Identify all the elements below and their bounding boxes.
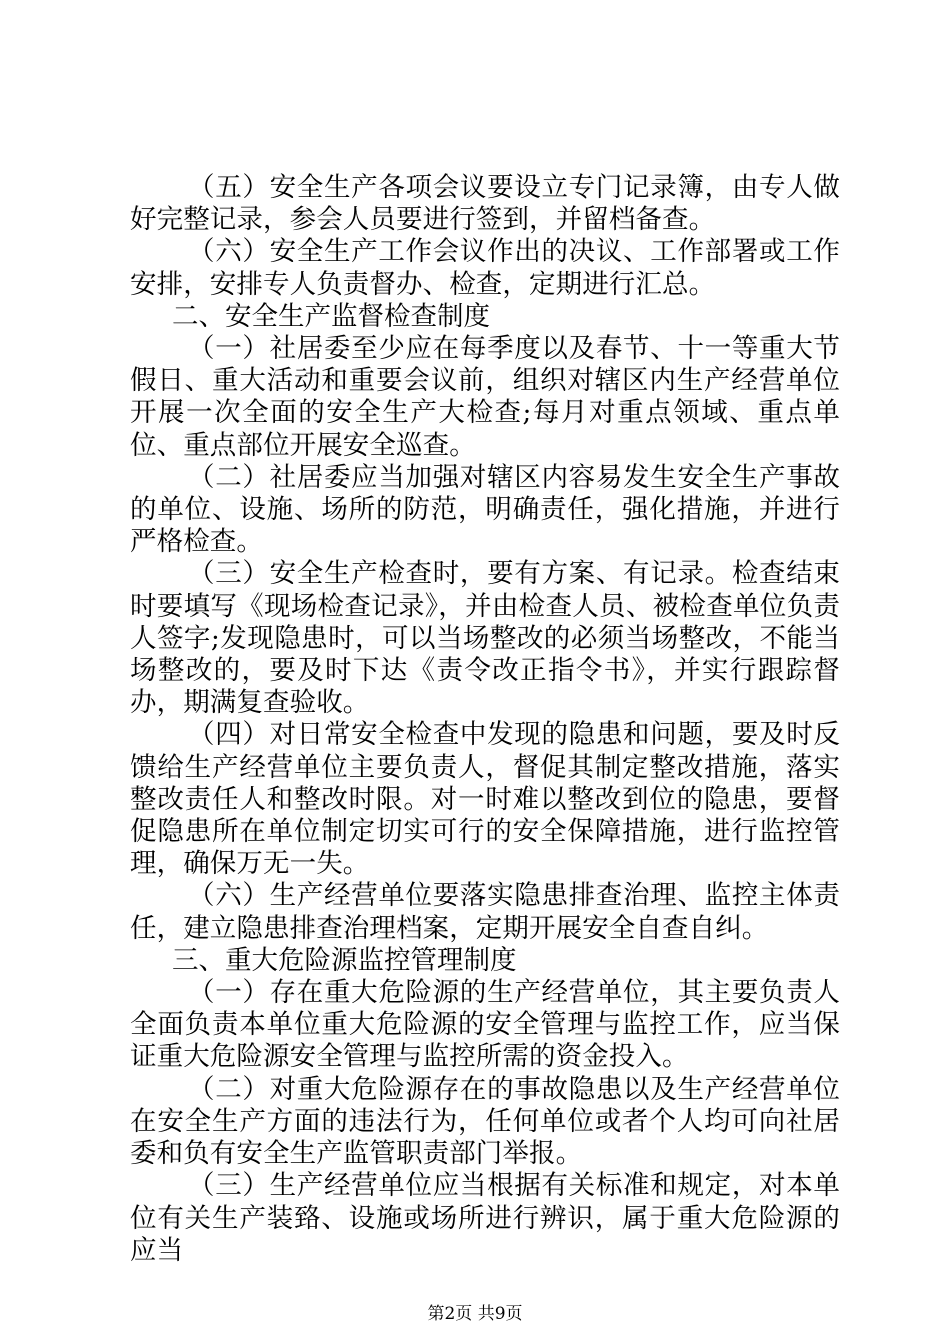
paragraph-three-identification: （三）生产经营单位应当根据有关标准和规定，对本单位有关生产装臵、设施或场所进行辨识，属于重大危险源的应当: [130, 1170, 840, 1266]
page-footer: [0, 1304, 950, 1324]
paragraph-one-inspection: （一）社居委至少应在每季度以及春节、十一等重大节假日、重大活动和重要会议前，组织对辖区内生产经营单位开展一次全面的安全生产大检查;每月对重点领域、重点单位、重点部位开展安全巡查。: [130, 333, 840, 461]
paragraph-six-hazard-responsibility: （六）生产经营单位要落实隐患排查治理、监控主体责任，建立隐患排查治理档案，定期开展安全自查自纠。: [130, 880, 840, 944]
paragraph-two-prevention: （二）社居委应当加强对辖区内容易发生安全生产事故的单位、设施、场所的防范，明确责任，强化措施，并进行严格检查。: [130, 461, 840, 558]
paragraph-two-reporting: （二）对重大危险源存在的事故隐患以及生产经营单位在安全生产方面的违法行为，任何单位或者个人均可向社居委和负有安全生产监管职责部门举报。: [130, 1073, 840, 1170]
section-heading-supervision: 二、安全生产监督检查制度: [172, 300, 490, 332]
document-body: [130, 172, 840, 1267]
paragraph-one-major-hazard-owner: （一）存在重大危险源的生产经营单位，其主要负责人全面负责本单位重大危险源的安全管理与监控工作，应当保证重大危险源安全管理与监控所需的资金投入。: [130, 977, 840, 1073]
paragraph-five-meeting-records: （五）安全生产各项会议要设立专门记录簿，由专人做好完整记录，参会人员要进行签到，并留档备查。: [130, 172, 840, 236]
paragraph-four-hazard-feedback: （四）对日常安全检查中发现的隐患和问题，要及时反馈给生产经营单位主要负责人，督促其制定整改措施，落实整改责任人和整改时限。对一时难以整改到位的隐患，要督促隐患所在单位制定切实可行的安全保障措施，进行监控管理，确保万无一失。: [130, 719, 840, 880]
paragraph-three-inspection-records: （三）安全生产检查时，要有方案、有记录。检查结束时要填写《现场检查记录》，并由检查人员、被检查单位负责人签字;发现隐患时，可以当场整改的必须当场整改，不能当场整改的，要及时下达《责令改正指令书》，并实行跟踪督办，期满复查验收。: [130, 558, 840, 719]
section-heading-major-hazards: 三、重大危险源监控管理制度: [172, 944, 517, 976]
page-number: 第2页 共9页: [427, 1304, 523, 1324]
paragraph-six-meeting-resolutions: （六）安全生产工作会议作出的决议、工作部署或工作安排，安排专人负责督办、检查，定期进行汇总。: [130, 236, 840, 300]
